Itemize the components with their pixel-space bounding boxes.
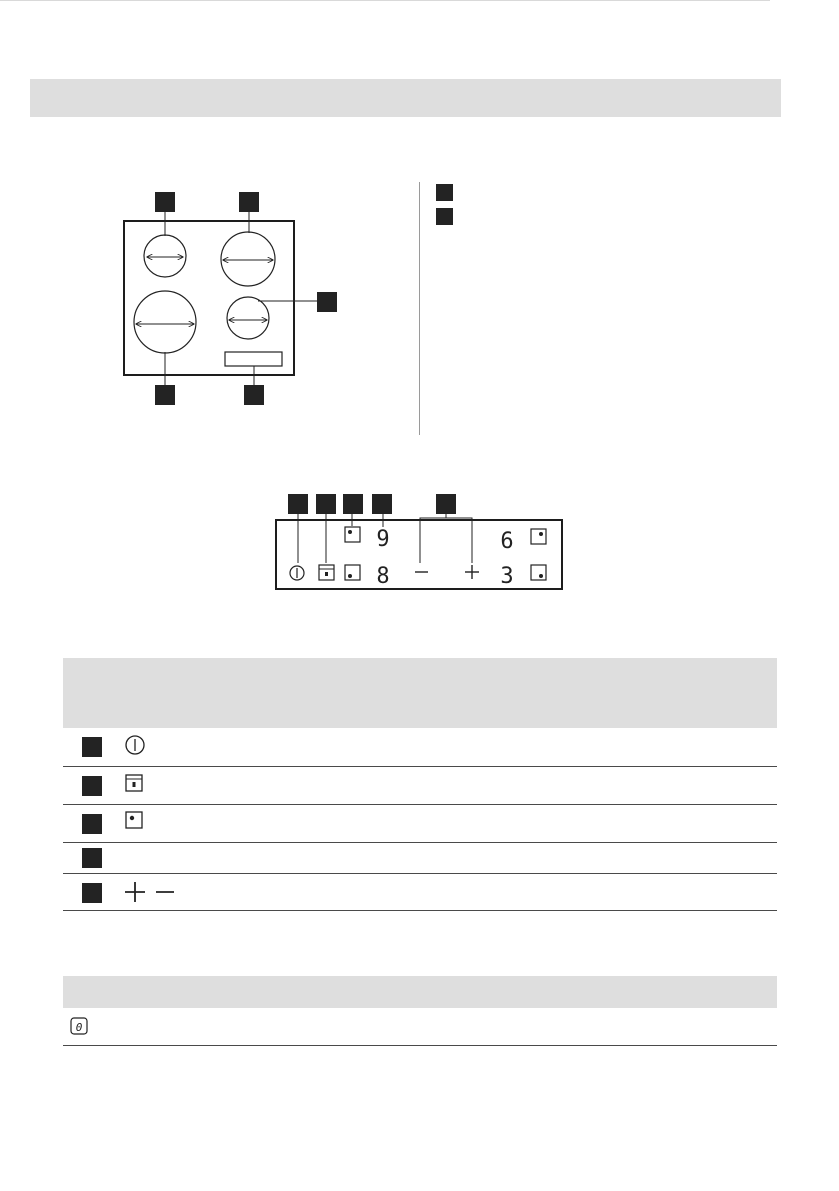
sensor-table-header bbox=[63, 658, 777, 728]
panel-callout-1 bbox=[288, 494, 308, 514]
zone-indicator-icon-top-right bbox=[531, 529, 546, 544]
panel-callout-5 bbox=[436, 494, 456, 514]
zone-indicator-icon-top-left bbox=[345, 527, 360, 542]
power-icon bbox=[124, 734, 148, 758]
zone-indicator-icon bbox=[124, 810, 148, 834]
zone-indicator-icon-bottom-right bbox=[531, 565, 546, 580]
row-number-marker bbox=[82, 848, 102, 868]
panel-callout-4 bbox=[372, 494, 392, 514]
panel-callout-3 bbox=[343, 494, 363, 514]
display-bottom-right: 3 bbox=[500, 564, 514, 589]
display-top-right: 6 bbox=[500, 529, 514, 554]
plus-sensor bbox=[465, 565, 479, 579]
plus-minus-icons bbox=[124, 879, 174, 905]
row-number-marker bbox=[82, 776, 102, 796]
power-icon bbox=[290, 566, 304, 580]
panel-callout-2 bbox=[316, 494, 336, 514]
table-row bbox=[63, 805, 777, 843]
lock-icon bbox=[319, 565, 334, 580]
table-row bbox=[63, 1008, 777, 1046]
display-zero-icon bbox=[69, 1016, 91, 1038]
row-number-marker bbox=[82, 737, 102, 757]
table-row bbox=[63, 843, 777, 874]
display-bottom-left: 8 bbox=[376, 564, 390, 589]
display-table-header bbox=[63, 976, 777, 1008]
lock-icon bbox=[124, 773, 148, 797]
zone-indicator-icon-bottom-left bbox=[345, 565, 360, 580]
table-row bbox=[63, 728, 777, 767]
table-row bbox=[63, 767, 777, 805]
table-row bbox=[63, 874, 777, 911]
row-number-marker bbox=[82, 814, 102, 834]
svg-text:0: 0 bbox=[75, 1021, 83, 1034]
row-number-marker bbox=[82, 883, 102, 903]
display-top-left: 9 bbox=[376, 527, 390, 552]
